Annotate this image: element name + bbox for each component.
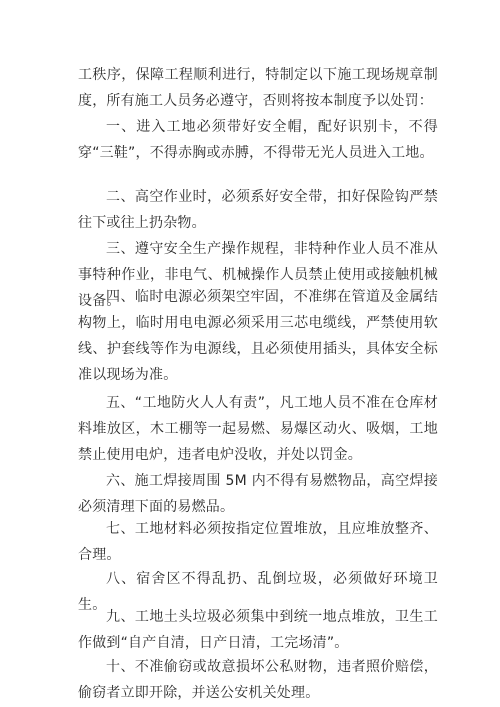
rule-2-paragraph: 二、高空作业时，必须系好安全带，扣好保险钩严禁往下或往上扔杂物。: [78, 189, 438, 231]
rule-7-paragraph: 七、工地材料必须按指定位置堆放，且应堆放整齐、合理。: [78, 521, 438, 563]
rule-5-paragraph: 五、“工地防火人人有责”，凡工地人员不准在仓库材料堆放区，木工棚等一起易燃、易爆区动火、吸烟，工地禁止使用电炉，违者电炉没收，并处以罚金。: [78, 395, 438, 463]
rule-1-paragraph: 一、进入工地必须带好安全帽，配好识别卡，不得穿“三鞋”，不得赤胸或赤膊，不得带无光人员进入工地。: [78, 119, 438, 161]
intro-paragraph: 工秩序，保障工程顺利进行，特制定以下施工现场规章制度，所有施工人员务必遵守，否则将按本制度予以处罚：: [78, 67, 438, 109]
rule-8-paragraph: 八、宿舍区不得乱扔、乱倒垃圾，必须做好环境卫生。: [78, 571, 438, 613]
rule-6-paragraph: 六、施工焊接周围 5M 内不得有易燃物品，高空焊接必须清理下面的易燃品。: [78, 473, 438, 515]
rule-9-paragraph: 九、工地土头垃圾必须集中到统一地点堆放，卫生工作做到“自产自清，日产日清，工完场清”。: [78, 609, 438, 651]
rule-4-paragraph: 四、临时电源必须架空牢固，不准绑在管道及金属结构物上，临时用电电源必须采用三芯电缆线，严禁使用软线、护套线等作为电源线，且必须使用插头，具体安全标准以现场为准。: [78, 289, 438, 383]
rule-3-paragraph: 三、遵守安全生产操作规程，非特种作业人员不准从事特种作业，非电气、机械操作人员禁止使用或接触机械设备。: [78, 241, 438, 309]
rule-10-paragraph: 十、不准偷窃或故意损坏公私财物，违者照价赔偿，偷窃者立即开除，并送公安机关处理。: [78, 659, 438, 701]
